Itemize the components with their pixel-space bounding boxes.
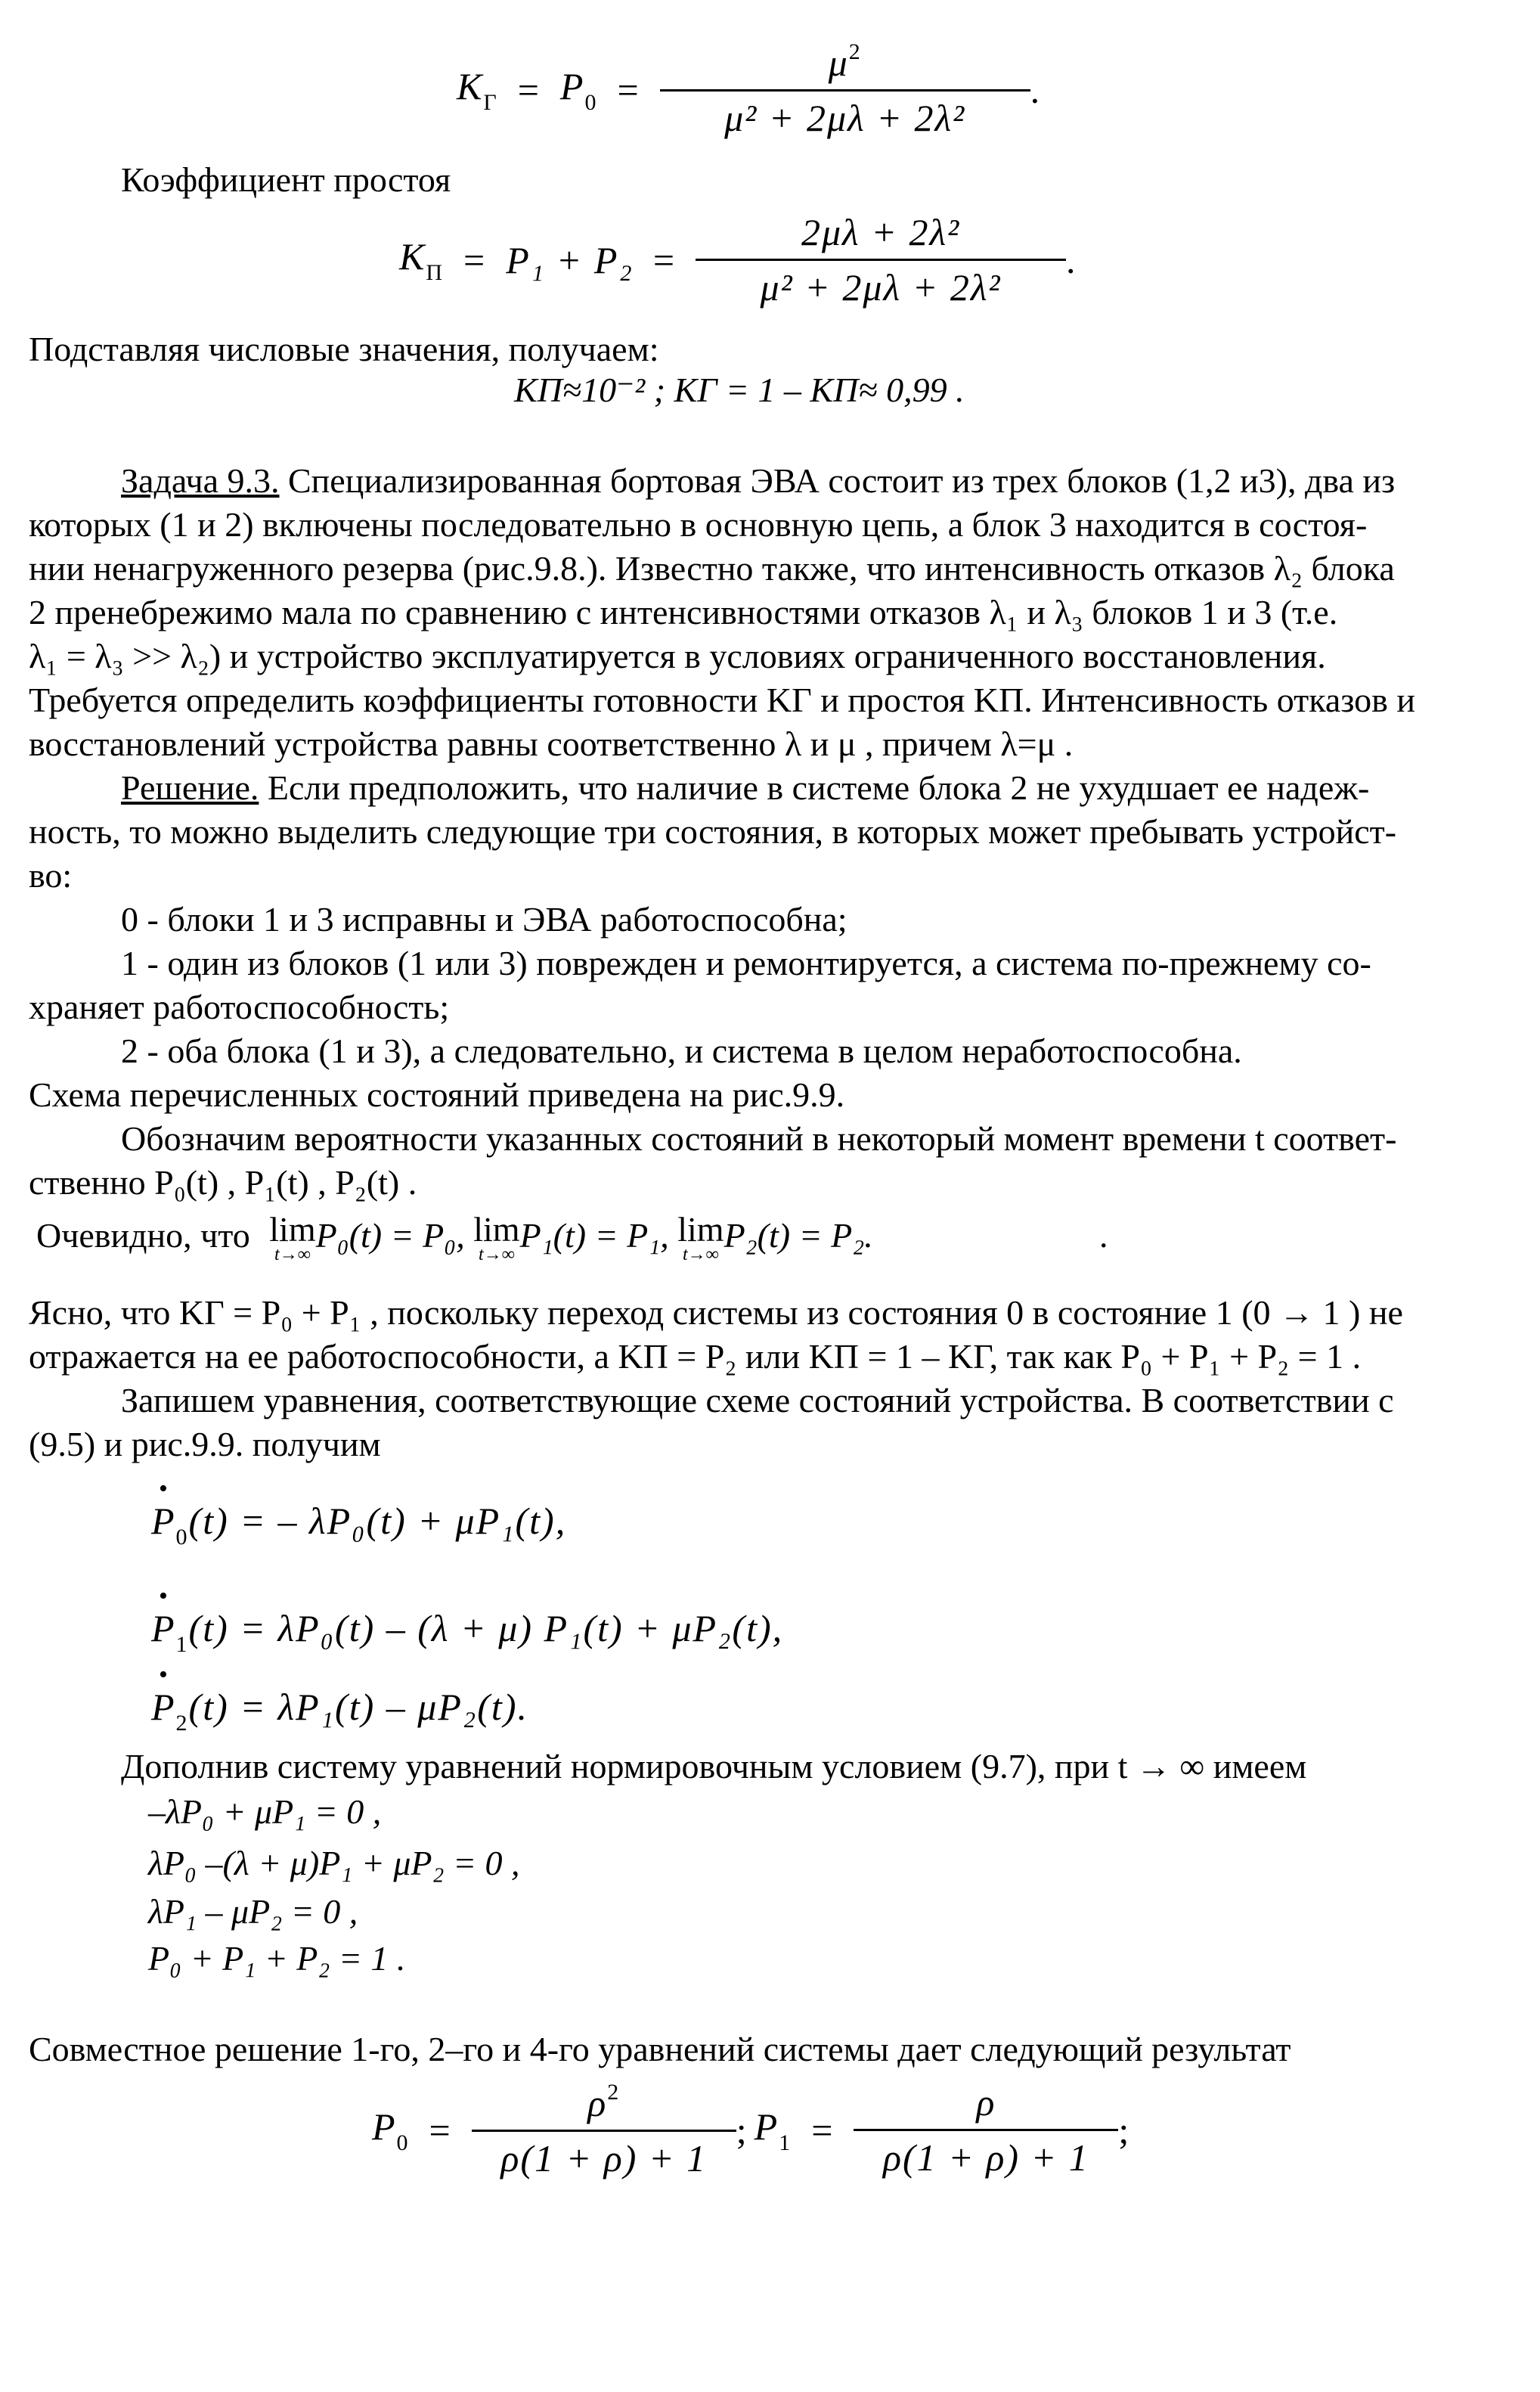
- result-p0-fraction: $\frac{\rho^2}{\rho(1 + \rho) + 1}$: [472, 2080, 736, 2180]
- result-p1-fraction: $\frac{\rho}{\rho(1 + \rho) + 1}$: [854, 2080, 1118, 2179]
- lim-1: lim t→∞: [269, 1210, 316, 1264]
- zadacha-line-6: Требуется определить коэффициенты готовности KГ и простоя KП. Интенсивность отказов и: [29, 681, 1416, 719]
- oboznachim-line-1: Обозначим вероятности указанных состояний в некоторый момент времени t соответ-: [121, 1119, 1397, 1158]
- dopolniv-line: Дополнив систему уравнений нормировочным условием (9.7), при t → ∞ имеем: [121, 1747, 1307, 1785]
- formula-kg: $K_Г$ = $P_0$ = $\frac{\mu^2}{\text{μ² + 2μλ + 2λ²}}$ .: [457, 39, 1042, 139]
- sovmestnoe-line: Совместное решение 1-го, 2–го и 4-го уравнений системы дает следующий результат: [29, 2030, 1291, 2068]
- lim-3: lim t→∞: [677, 1210, 724, 1264]
- zadacha-line-3: нии ненагруженного резерва (рис.9.8.). Известно также, что интенсивность отказов λ₂ блока: [29, 549, 1395, 588]
- schema-line: Схема перечисленных состояний приведена на рис.9.9.: [29, 1075, 845, 1114]
- kg-lhs: $K_Г$: [457, 64, 498, 115]
- zadacha-line-1: Задача 9.3. Специализированная бортовая ЭВА состоит из трех блоков (1,2 и3), два из: [121, 461, 1396, 500]
- alg-eq-1: –λP₀ + μP₁ = 0 ,: [148, 1792, 382, 1831]
- kg-fraction: $\frac{\mu^2}{\text{μ² + 2μλ + 2λ²}}$: [660, 39, 1030, 140]
- yasno-line-1: Ясно, что KГ = P₀ + P₁ , поскольку переход системы из состояния 0 в состояние 1 (0 → 1 ) не: [29, 1293, 1403, 1332]
- zadacha-line-4: 2 пренебрежимо мала по сравнению с интенсивностями отказов λ₁ и λ₃ блоков 1 и 3 (т.е.: [29, 593, 1338, 631]
- reshenie-title: Решение.: [121, 768, 259, 807]
- limits-trailing-dot: .: [1099, 1216, 1108, 1255]
- limits-line: Очевидно, что lim t→∞ P₀(t) = P₀, lim t→∞ P₁(t) = P₁, lim t→∞ P₂(t) = P₂.: [36, 1210, 873, 1264]
- state-1-line-b: храняет работоспособность;: [29, 988, 450, 1026]
- line-numeric-values: KП≈10⁻² ; KГ = 1 – KП≈ 0,99 .: [514, 371, 965, 409]
- result-p0-lhs: $P_0$: [372, 2105, 410, 2155]
- formula-kp: $K_П$ = P₁ + P₂ = $\frac{\text{2μλ + 2λ²}}{\text{μ² + 2μλ + 2λ²}}$ .: [399, 211, 1077, 309]
- alg-eq-2: λP₀ –(λ + μ)P₁ + μP₂ = 0 ,: [148, 1844, 520, 1882]
- alg-eq-4: P₀ + P₁ + P₂ = 1 .: [148, 1939, 406, 1978]
- zapishem-line-1: Запишем уравнения, соответствующие схеме состояний устройства. В соответствии с: [121, 1381, 1394, 1419]
- yasno-line-2: отражается на ее работоспособности, а KП = P₂ или KП = 1 – KГ, так как P₀ + P₁ + P₂ = 1 .: [29, 1337, 1362, 1376]
- kp-lhs: $K_П$: [399, 234, 445, 285]
- line-koef-prostoya: Коэффициент простоя: [121, 160, 451, 199]
- result-p1-lhs: $P_1$: [754, 2105, 792, 2155]
- kp-fraction: $\frac{\text{2μλ + 2λ²}}{\text{μ² + 2μλ + 2λ²}}$: [696, 210, 1066, 309]
- formula-result: $P_0$ = $\frac{\rho^2}{\rho(1 + \rho) + 1}$ ; $P_1$ = $\frac{\rho}{\rho(1 + \rho) + 1}$ ;: [372, 2080, 1131, 2179]
- reshenie-line-1: Решение. Если предположить, что наличие в системе блока 2 не ухудшает ее надеж-: [121, 768, 1370, 807]
- line-podstavlyaya: Подставляя числовые значения, получаем:: [29, 330, 659, 368]
- alg-eq-3: λP₁ – μP₂ = 0 ,: [148, 1892, 358, 1931]
- state-2: 2 - оба блока (1 и 3), а следовательно, и система в целом неработоспособна.: [121, 1032, 1242, 1070]
- ode-eq-1: • $P_1(t) = \lambda P_0(t) - (\lambda + \mu) P_1(t) + \mu P_2(t)$,: [151, 1606, 783, 1658]
- kp-rhs: P₁ + P₂: [506, 238, 634, 281]
- lim-2: lim t→∞: [473, 1210, 520, 1264]
- reshenie-line-3: во:: [29, 856, 73, 895]
- zadacha-line-2: которых (1 и 2) включены последовательно в основную цепь, а блок 3 находится в состоя-: [29, 505, 1368, 544]
- zadacha-line-7: восстановлений устройства равны соответственно λ и μ , причем λ=μ .: [29, 724, 1074, 763]
- state-0: 0 - блоки 1 и 3 исправны и ЭВА работоспособна;: [121, 900, 847, 938]
- kg-mid: $P_0$: [559, 64, 598, 115]
- ode-eq-2: • $P_2(t) = \lambda P_1(t) - \mu P_2(t)$.: [151, 1685, 528, 1736]
- zadacha-title: Задача 9.3.: [121, 461, 280, 500]
- zadacha-line-5: λ₁ = λ₃ >> λ₂) и устройство эксплуатируется в условиях ограниченного восстановления.: [29, 637, 1326, 675]
- state-1-line-a: 1 - один из блоков (1 или 3) поврежден и ремонтируется, а система по-прежнему со-: [121, 944, 1371, 982]
- oboznachim-line-2: ственно P₀(t) , P₁(t) , P₂(t) .: [29, 1163, 417, 1202]
- reshenie-line-2: ность, то можно выделить следующие три состояния, в которых может пребывать устройст-: [29, 812, 1397, 851]
- ode-eq-0: • $P_0(t)$ = – λP₀(t) + μP₁(t),: [151, 1499, 566, 1550]
- zapishem-line-2: (9.5) и рис.9.9. получим: [29, 1425, 381, 1463]
